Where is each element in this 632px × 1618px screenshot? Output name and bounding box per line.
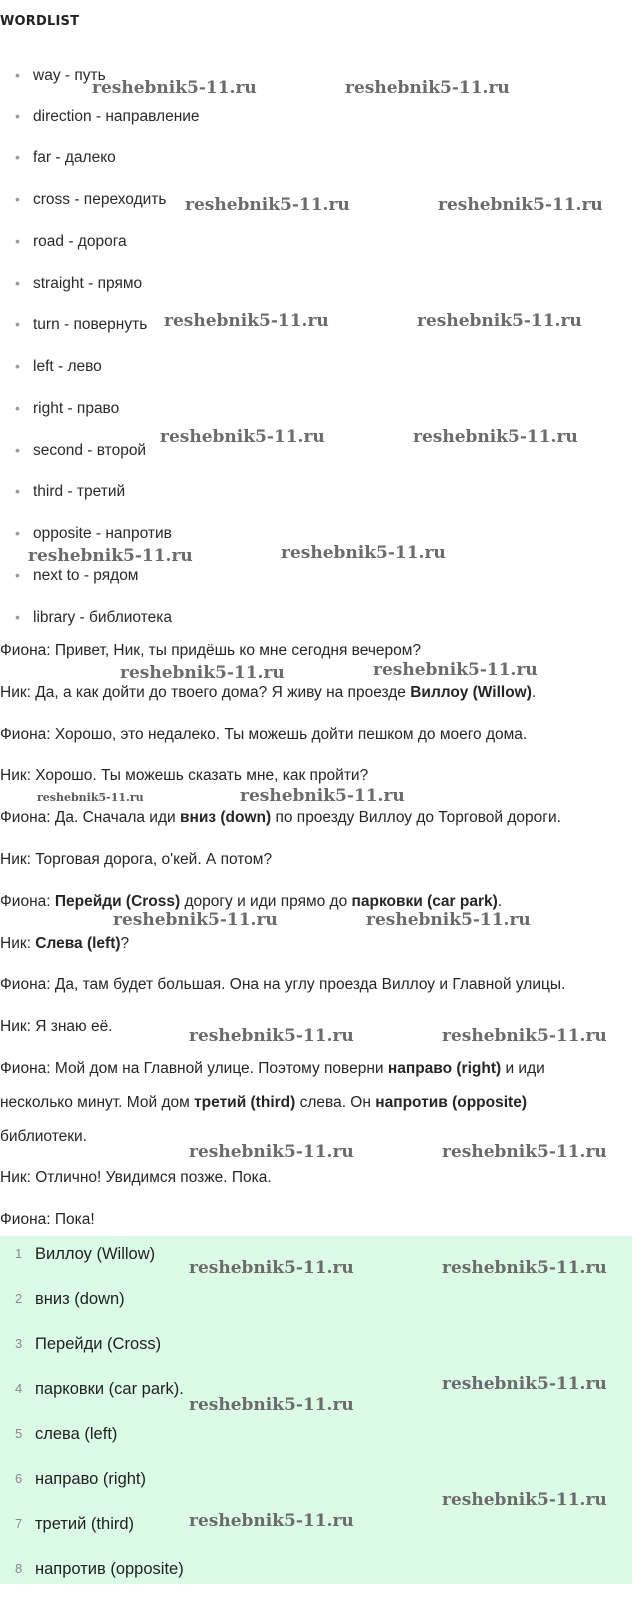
- dialogue-text: Фиона:: [0, 893, 55, 910]
- watermark: reshebnik5-11.ru: [92, 78, 257, 98]
- bullet-icon: •: [15, 567, 20, 583]
- watermark: reshebnik5-11.ru: [120, 663, 285, 683]
- watermark: reshebnik5-11.ru: [417, 311, 582, 331]
- dialogue-line: [0, 1128, 87, 1146]
- dialogue-text: Фиона: Да. Сначала иди: [0, 809, 180, 826]
- watermark: reshebnik5-11.ru: [345, 78, 510, 98]
- highlighted-answer: Слева (left): [35, 935, 121, 952]
- dialogue-line: [0, 726, 527, 744]
- watermark: reshebnik5-11.ru: [442, 1490, 607, 1510]
- watermark: reshebnik5-11.ru: [442, 1026, 607, 1046]
- bullet-icon: •: [15, 275, 20, 291]
- watermark: reshebnik5-11.ru: [413, 427, 578, 447]
- watermark: reshebnik5-11.ru: [113, 910, 278, 930]
- bullet-icon: •: [15, 609, 20, 625]
- watermark: reshebnik5-11.ru: [438, 195, 603, 215]
- dialogue-text: Ник: Отлично! Увидимся позже. Пока.: [0, 1169, 272, 1186]
- watermark: reshebnik5-11.ru: [442, 1258, 607, 1278]
- dialogue-text: Ник: Да, а как дойти до твоего дома? Я живу на проезде: [0, 684, 411, 701]
- dialogue-text: по проезду Виллоу до Торговой дороги.: [271, 809, 561, 826]
- dialogue-line: [0, 809, 561, 827]
- dialogue-text: Ник: Торговая дорога, о'кей. А потом?: [0, 851, 273, 868]
- watermark: reshebnik5-11.ru: [189, 1026, 354, 1046]
- bullet-icon: •: [15, 442, 20, 458]
- dialogue-text: .: [497, 893, 503, 910]
- bullet-icon: •: [15, 525, 20, 541]
- bullet-icon: •: [15, 149, 20, 165]
- dialogue-text: ?: [120, 935, 130, 952]
- watermark: reshebnik5-11.ru: [189, 1142, 354, 1162]
- highlighted-answer: вниз (down): [179, 809, 272, 826]
- bullet-icon: •: [15, 400, 20, 416]
- bullet-icon: •: [15, 316, 20, 332]
- dialogue-text: Фиона: Привет, Ник, ты придёшь ко мне сегодня вечером?: [0, 642, 422, 659]
- dialogue-text: Фиона: Пока!: [0, 1211, 95, 1228]
- dialogue-line: [0, 684, 536, 702]
- highlighted-answer: напротив (opposite): [375, 1094, 527, 1111]
- watermark: reshebnik5-11.ru: [189, 1395, 354, 1415]
- dialogue-text: библиотеки.: [0, 1128, 87, 1145]
- highlighted-answer: Виллоу (Willow): [410, 684, 532, 701]
- dialogue-text: несколько минут. Мой дом: [0, 1094, 195, 1111]
- highlighted-answer: направо (right): [387, 1060, 502, 1077]
- watermark: reshebnik5-11.ru: [28, 546, 193, 566]
- dialogue-text: Ник: Хорошо. Ты можешь сказать мне, как пройти?: [0, 767, 369, 784]
- bullet-icon: •: [15, 233, 20, 249]
- dialogue-text: Фиона: Да, там будет большая. Она на углу проезда Виллоу и Главной улицы.: [0, 976, 566, 993]
- dialogue-line: [0, 767, 368, 785]
- dialogue-text: Ник: Я знаю её.: [0, 1018, 113, 1035]
- watermark: reshebnik5-11.ru: [442, 1374, 607, 1394]
- dialogue-text: дорогу и иди прямо до: [180, 893, 352, 910]
- watermark: reshebnik5-11.ru: [281, 543, 446, 563]
- dialogue-line: [0, 1094, 527, 1112]
- highlighted-answer: третий (third): [194, 1094, 296, 1111]
- watermark: reshebnik5-11.ru: [189, 1511, 354, 1531]
- dialogue-text: Фиона: Хорошо, это недалеко. Ты можешь дойти пешком до моего дома.: [0, 726, 528, 743]
- dialogue-text: Ник:: [0, 935, 36, 952]
- dialogue-text: Фиона: Мой дом на Главной улице. Поэтому поверни: [0, 1060, 388, 1077]
- watermark: reshebnik5-11.ru: [240, 786, 405, 806]
- dialogue-text: слева. Он: [295, 1094, 376, 1111]
- highlighted-answer: Перейди (Cross): [54, 893, 181, 910]
- dialogue-line: [0, 976, 565, 994]
- dialogue-text: .: [531, 684, 537, 701]
- bullet-icon: •: [15, 483, 20, 499]
- watermark: reshebnik5-11.ru: [373, 660, 538, 680]
- dialogue-text: и иди: [501, 1060, 545, 1077]
- watermark: reshebnik5-11.ru: [189, 1258, 354, 1278]
- dialogue-line: [0, 893, 502, 911]
- dialogue-line: [0, 1211, 95, 1229]
- bullet-icon: •: [15, 358, 20, 374]
- watermark: reshebnik5-11.ru: [160, 427, 325, 447]
- dialogue-line: [0, 851, 272, 869]
- watermark: reshebnik5-11.ru: [442, 1142, 607, 1162]
- watermark: reshebnik5-11.ru: [164, 311, 329, 331]
- dialogue-line: [0, 1060, 545, 1078]
- dialogue-line: [0, 1018, 113, 1036]
- watermark: reshebnik5-11.ru: [37, 791, 144, 804]
- dialogue-line: [0, 935, 129, 953]
- dialogue-line: [0, 1169, 272, 1187]
- highlighted-answer: парковки (car park): [351, 893, 498, 910]
- wordlist-title: WORDLIST: [0, 14, 80, 29]
- bullet-icon: •: [15, 67, 20, 83]
- bullet-icon: •: [15, 108, 20, 124]
- watermark: reshebnik5-11.ru: [185, 195, 350, 215]
- dialogue-line: [0, 642, 421, 660]
- answers-panel: 1 Виллоу (Willow) 2 вниз (down) 3 Перейди (Cross) 4 парковки (car park). 5 слева (left) 6 направо (right) 7 третий (third) 8 напротив (opposite): [0, 1236, 632, 1584]
- bullet-icon: •: [15, 191, 20, 207]
- watermark: reshebnik5-11.ru: [366, 910, 531, 930]
